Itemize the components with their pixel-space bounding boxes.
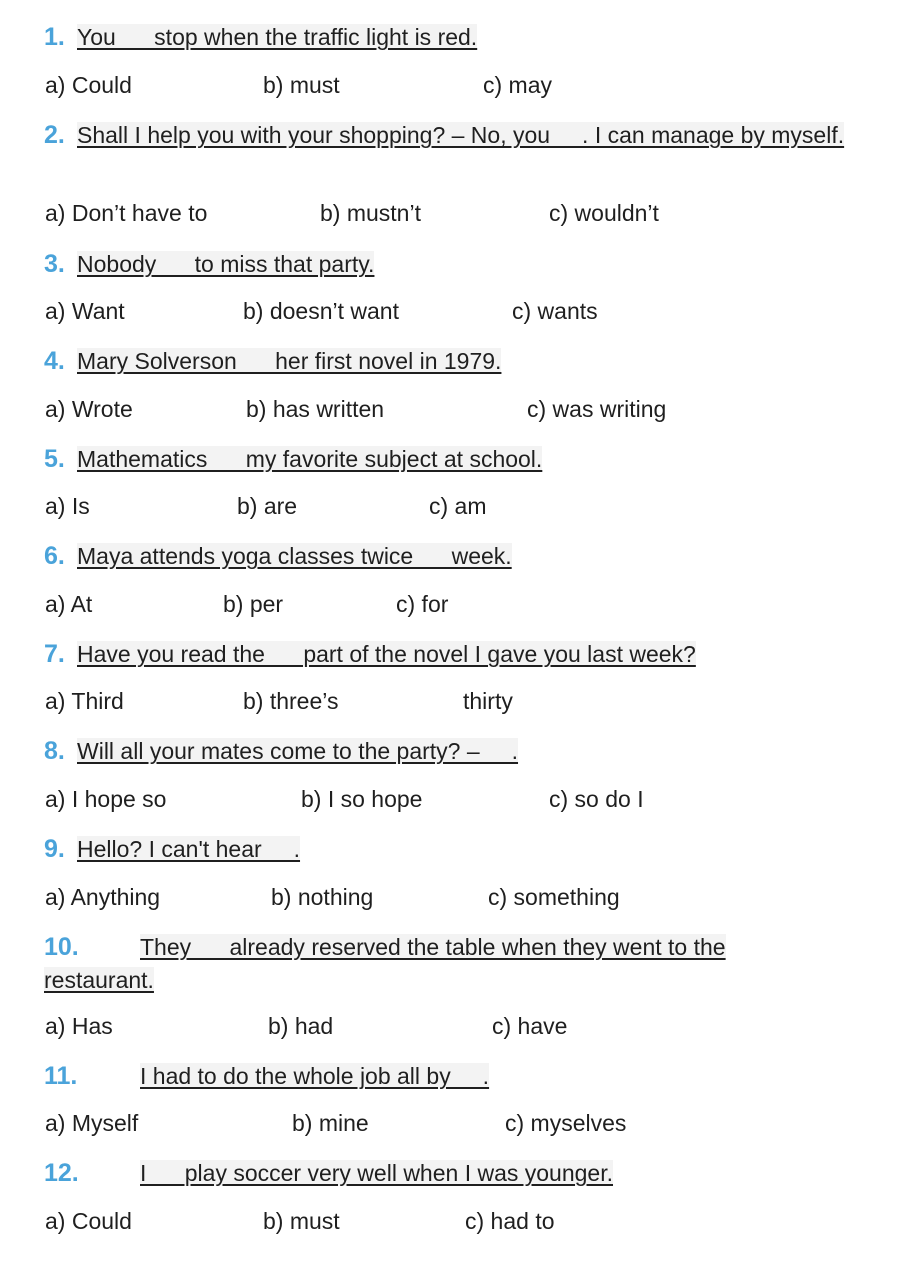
question-text: Mathematics __ my favorite subject at school. (77, 446, 543, 472)
option-a[interactable]: a) I hope so (45, 786, 167, 812)
option-a[interactable]: a) Don’t have to (45, 200, 208, 226)
option-a[interactable]: a) Could (45, 1208, 132, 1234)
option-a[interactable]: a) At (45, 591, 93, 617)
question-number: 7. (44, 640, 65, 668)
option-c[interactable]: c) so do I (549, 786, 644, 812)
option-b[interactable]: b) doesn’t want (243, 298, 399, 324)
option-c[interactable]: c) myselves (505, 1110, 627, 1136)
question-text: Hello? I can't hear __. (77, 836, 301, 862)
option-a[interactable]: a) Wrote (45, 396, 133, 422)
option-c[interactable]: c) may (483, 72, 552, 98)
option-b[interactable]: b) mustn’t (320, 200, 421, 226)
option-c[interactable]: c) wants (512, 298, 598, 324)
question-12 (44, 1157, 844, 1190)
question-text: Have you read the __ part of the novel I gave you last week? (77, 641, 696, 667)
question-11 (44, 1060, 844, 1093)
question-text: Mary Solverson __ her first novel in 1979. (77, 348, 502, 374)
question-2 (44, 119, 857, 152)
question-9 (44, 833, 844, 866)
option-a[interactable]: a) Has (45, 1013, 113, 1039)
question-text: I had to do the whole job all by __. (140, 1063, 490, 1089)
option-c[interactable]: thirty (463, 688, 513, 714)
option-a[interactable]: a) Want (45, 298, 125, 324)
option-b[interactable]: b) must (263, 72, 340, 98)
options-5 (45, 491, 845, 521)
options-6 (45, 589, 845, 619)
option-b[interactable]: b) mine (292, 1110, 369, 1136)
question-number: 2. (44, 121, 65, 149)
option-c[interactable]: c) for (396, 591, 449, 617)
question-number: 9. (44, 835, 65, 863)
option-c[interactable]: c) have (492, 1013, 568, 1039)
question-text: Nobody __ to miss that party. (77, 251, 375, 277)
question-5 (44, 443, 844, 476)
options-8 (45, 784, 845, 814)
option-a[interactable]: a) Third (45, 688, 124, 714)
question-text: They __ already reserved the table when they went to the restaurant. (44, 934, 726, 993)
options-2 (45, 198, 845, 228)
options-11 (45, 1108, 845, 1138)
option-c[interactable]: c) am (429, 493, 487, 519)
question-7 (44, 638, 844, 671)
question-8 (44, 735, 844, 768)
question-10 (44, 931, 824, 997)
option-c[interactable]: c) had to (465, 1208, 555, 1234)
question-1 (44, 21, 844, 54)
question-number: 11. (44, 1062, 78, 1090)
question-text: Maya attends yoga classes twice __ week. (77, 543, 512, 569)
question-3 (44, 248, 844, 281)
question-text: You __ stop when the traffic light is red. (77, 24, 478, 50)
option-b[interactable]: b) has written (246, 396, 385, 422)
options-10 (45, 1011, 845, 1041)
option-a[interactable]: a) Anything (45, 884, 161, 910)
question-number: 10. (44, 933, 79, 961)
option-c[interactable]: c) wouldn’t (549, 200, 659, 226)
option-b[interactable]: b) per (223, 591, 284, 617)
options-12 (45, 1206, 845, 1236)
options-9 (45, 882, 845, 912)
option-c[interactable]: c) something (488, 884, 620, 910)
options-1 (45, 70, 845, 100)
question-number: 4. (44, 347, 65, 375)
question-number: 6. (44, 542, 65, 570)
question-number: 8. (44, 737, 65, 765)
option-b[interactable]: b) had (268, 1013, 334, 1039)
options-7 (45, 686, 845, 716)
option-b[interactable]: b) nothing (271, 884, 374, 910)
option-a[interactable]: a) Myself (45, 1110, 139, 1136)
option-a[interactable]: a) Could (45, 72, 132, 98)
option-b[interactable]: b) are (237, 493, 298, 519)
question-number: 12. (44, 1159, 79, 1187)
question-number: 5. (44, 445, 65, 473)
question-6 (44, 540, 844, 573)
option-b[interactable]: b) three’s (243, 688, 339, 714)
option-a[interactable]: a) Is (45, 493, 90, 519)
option-b[interactable]: b) must (263, 1208, 340, 1234)
question-4 (44, 345, 844, 378)
question-text: I __ play soccer very well when I was younger. (140, 1160, 614, 1186)
options-4 (45, 394, 845, 424)
options-3 (45, 296, 845, 326)
option-c[interactable]: c) was writing (527, 396, 667, 422)
question-text: Shall I help you with your shopping? – No, you __. I can manage by myself. (77, 122, 845, 148)
question-number: 3. (44, 250, 65, 278)
question-text: Will all your mates come to the party? – __. (77, 738, 519, 764)
option-b[interactable]: b) I so hope (301, 786, 423, 812)
question-number: 1. (44, 23, 65, 51)
